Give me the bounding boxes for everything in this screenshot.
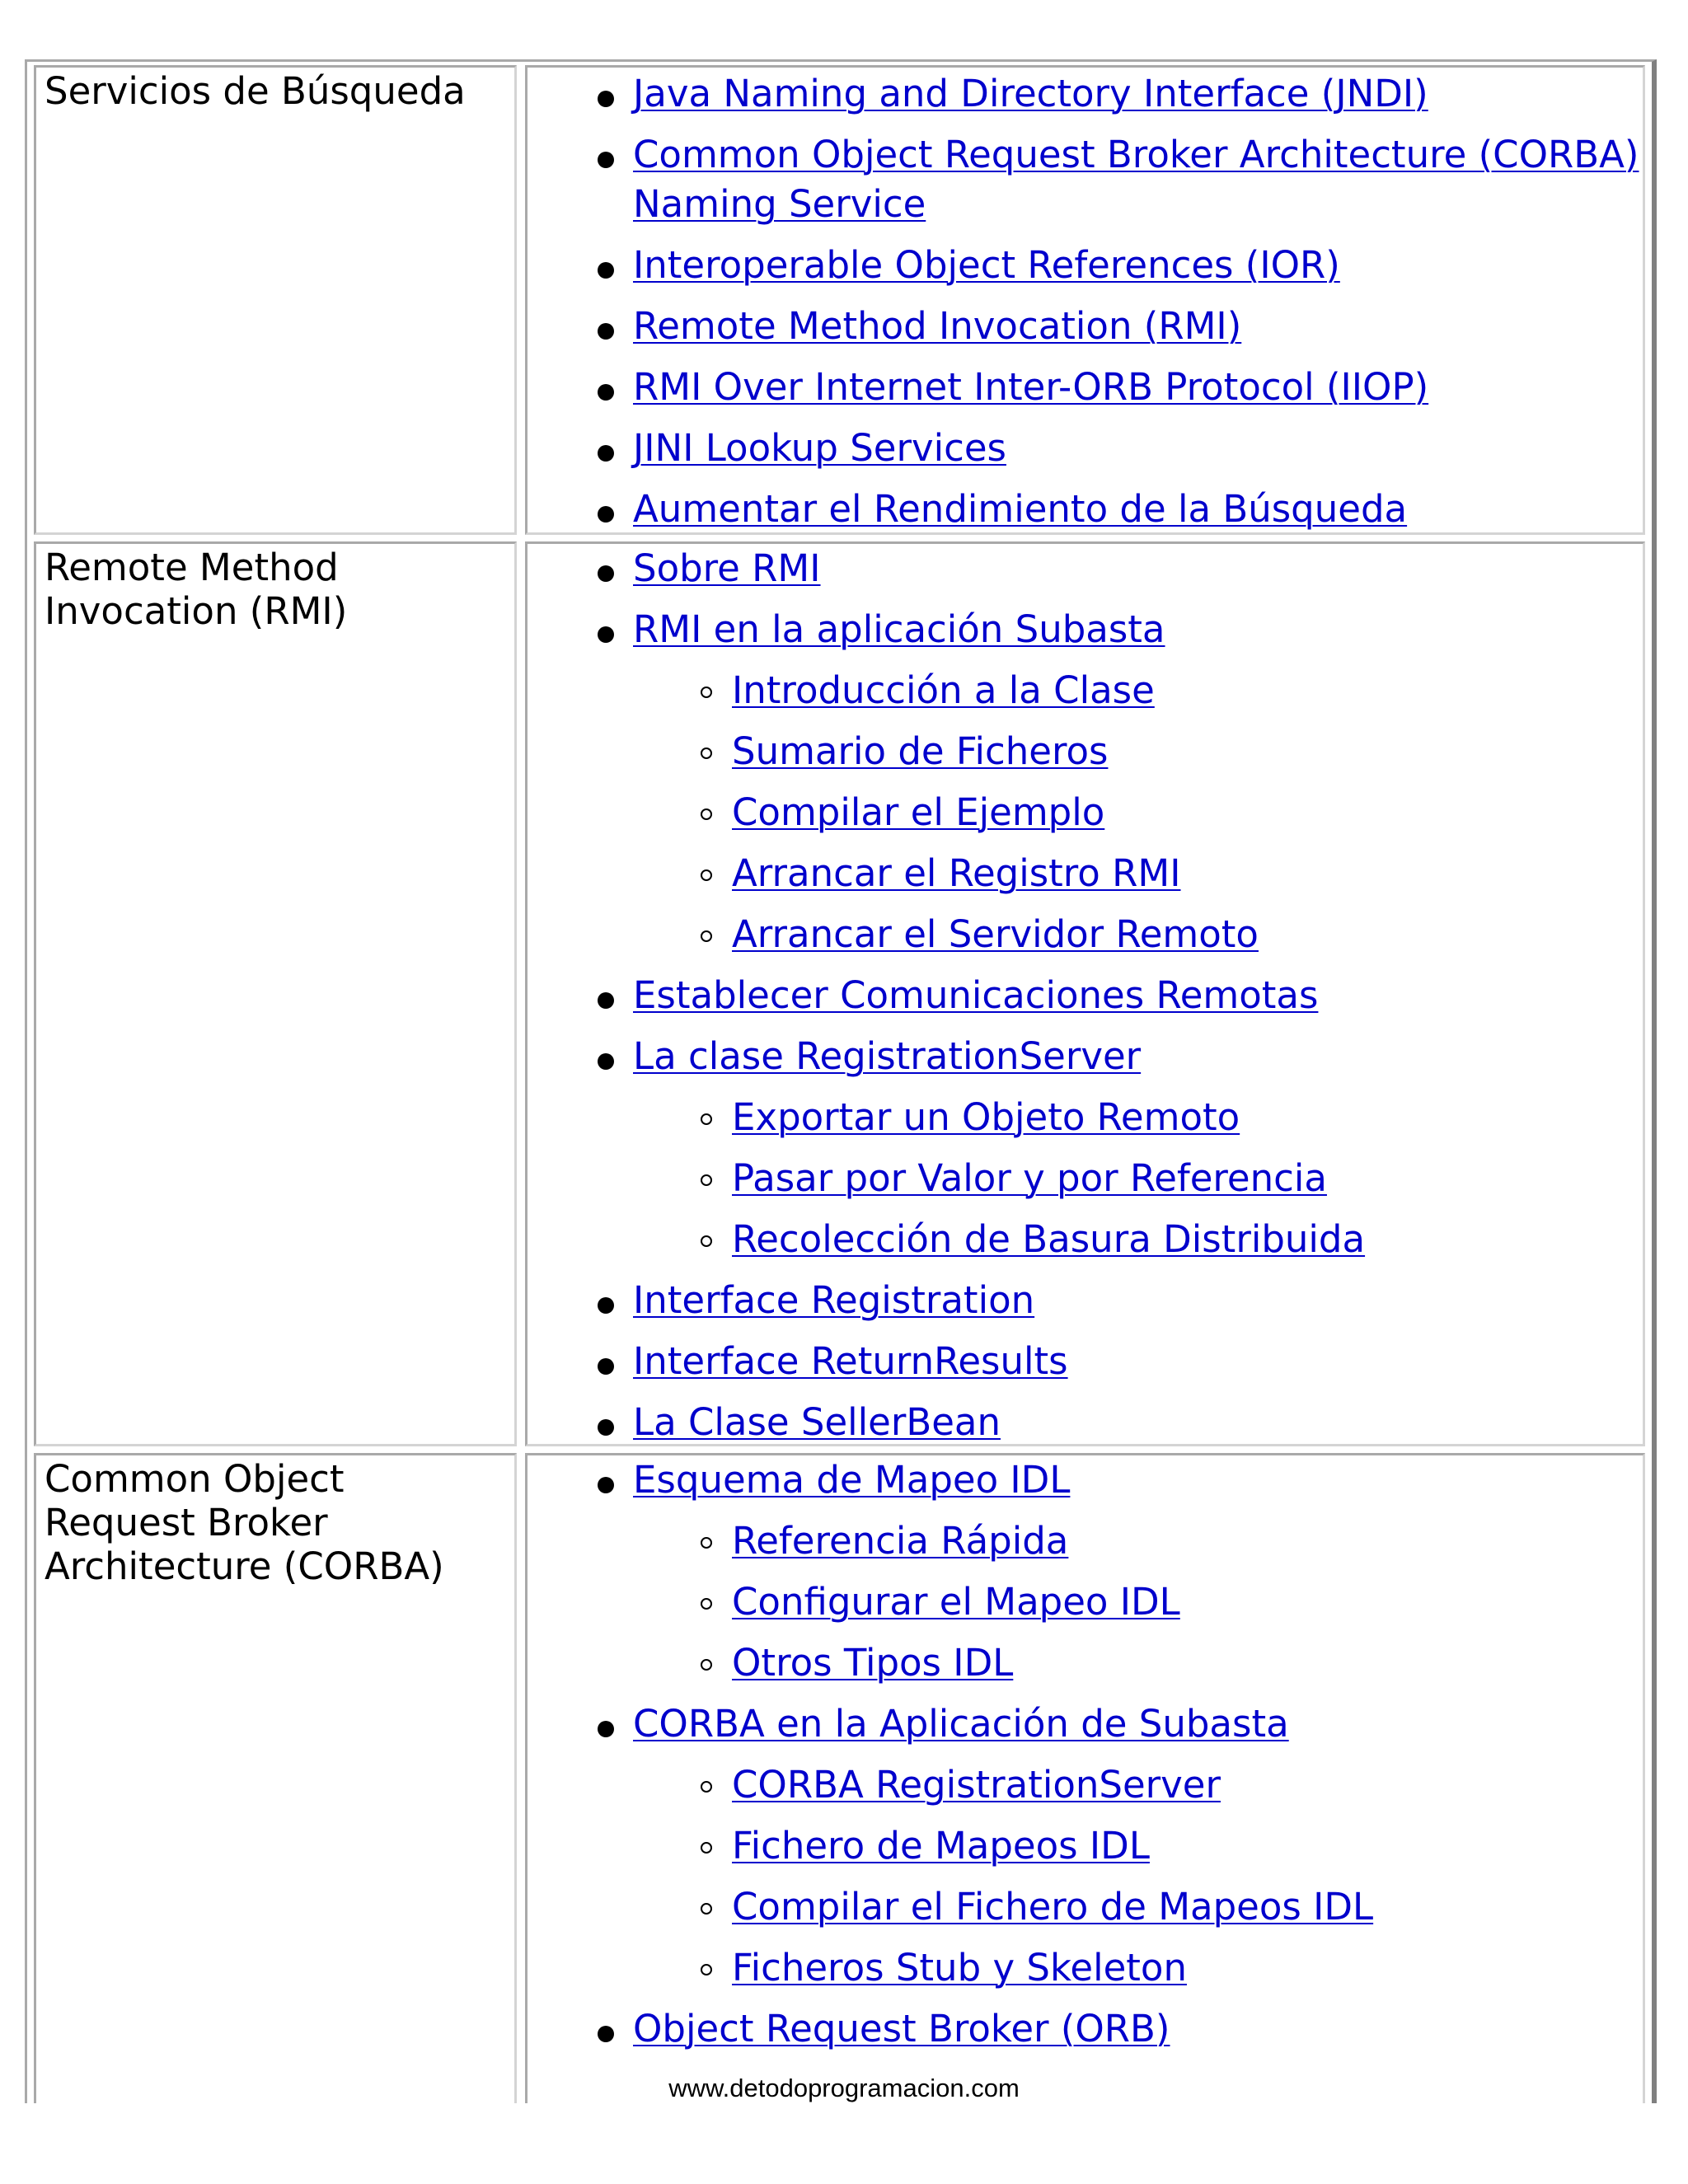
toc-sublink[interactable]: Ficheros Stub y Skeleton [732,1946,1187,1990]
table-row [27,1450,1652,2103]
section-links-cell [525,65,1645,535]
sub-link-list [633,1760,1643,1993]
list-item [528,130,1643,229]
list-item [528,1337,1643,1386]
toc-sublink[interactable]: Recolección de Basura Distribuida [732,1217,1366,1261]
toc-link[interactable]: Aumentar el Rendimiento de la Búsqueda [633,487,1408,531]
section-links-cell [525,1453,1645,2103]
section-title-cell [34,541,517,1446]
toc-sublink[interactable]: CORBA RegistrationServer [732,1763,1221,1807]
list-item [528,1455,1643,1688]
sub-list-item [633,910,1643,959]
toc-link[interactable]: La Clase SellerBean [633,1400,1001,1444]
sub-link-list [633,1093,1643,1264]
toc-link[interactable]: Establecer Comunicaciones Remotas [633,973,1319,1017]
sub-list-item [633,788,1643,837]
toc-link[interactable]: La clase RegistrationServer [633,1034,1142,1078]
list-item [528,1699,1643,1993]
link-list [528,69,1643,546]
toc-sublink[interactable]: Configurar el Mapeo IDL [732,1580,1180,1624]
footer-url: www.detodoprogramacion.com [668,2074,1020,2102]
toc-link[interactable]: Sobre RMI [633,546,821,590]
list-item [528,241,1643,290]
list-item [528,1032,1643,1264]
toc-link[interactable]: JINI Lookup Services [633,426,1006,470]
sub-link-list [633,1516,1643,1688]
sub-link-list [633,666,1643,959]
sub-list-item [633,1577,1643,1627]
toc-link[interactable]: Interoperable Object References (IOR) [633,243,1340,287]
toc-link[interactable]: RMI Over Internet Inter-ORB Protocol (IIOP) [633,365,1429,409]
section-title-cell [34,65,517,535]
section-title: Remote Method Invocation (RMI) [45,546,348,633]
sub-list-item [633,1638,1643,1688]
list-item [528,605,1643,959]
sub-list-item [633,1516,1643,1566]
sub-list-item [633,849,1643,898]
table-row [27,62,1652,538]
sub-list-item [633,1882,1643,1932]
toc-link[interactable]: Object Request Broker (ORB) [633,2007,1170,2050]
section-links-cell [525,541,1645,1446]
link-list [528,1455,1643,2065]
toc-link[interactable]: Common Object Request Broker Architecture (CORBA) Naming Service [633,133,1639,226]
list-item [528,69,1643,119]
link-list [528,544,1643,1459]
toc-link[interactable]: Interface ReturnResults [633,1339,1068,1383]
list-item [528,1398,1643,1447]
toc-link[interactable]: Remote Method Invocation (RMI) [633,304,1242,348]
toc-sublink[interactable]: Compilar el Fichero de Mapeos IDL [732,1885,1374,1929]
toc-link[interactable]: Java Naming and Directory Interface (JNDI) [633,72,1428,115]
sub-list-item [633,1154,1643,1203]
toc-sublink[interactable]: Sumario de Ficheros [732,729,1109,773]
toc-sublink[interactable]: Fichero de Mapeos IDL [732,1824,1150,1868]
toc-link[interactable]: Interface Registration [633,1278,1035,1322]
sub-list-item [633,1760,1643,1810]
toc-link[interactable]: CORBA en la Aplicación de Subasta [633,1702,1289,1746]
list-item [528,544,1643,593]
toc-sublink[interactable]: Exportar un Objeto Remoto [732,1095,1240,1139]
list-item [528,1276,1643,1325]
sub-list-item [633,1093,1643,1142]
toc-link[interactable]: RMI en la aplicación Subasta [633,607,1165,651]
sub-list-item [633,1215,1643,1264]
toc-sublink[interactable]: Introducción a la Clase [732,668,1155,712]
section-title: Servicios de Búsqueda [45,69,466,113]
toc-sublink[interactable]: Pasar por Valor y por Referencia [732,1156,1327,1200]
section-title: Common Object Request Broker Architecture (CORBA) [45,1457,444,1588]
toc-table [25,59,1657,2103]
toc-sublink[interactable]: Referencia Rápida [732,1519,1069,1563]
toc-sublink[interactable]: Arrancar el Servidor Remoto [732,912,1259,956]
sub-list-item [633,727,1643,776]
toc-link[interactable]: Esquema de Mapeo IDL [633,1458,1071,1502]
list-item [528,971,1643,1020]
list-item [528,302,1643,351]
list-item [528,485,1643,534]
toc-sublink[interactable]: Arrancar el Registro RMI [732,851,1181,895]
list-item [528,2004,1643,2054]
section-title-cell [34,1453,517,2103]
sub-list-item [633,1943,1643,1993]
sub-list-item [633,666,1643,715]
list-item [528,424,1643,473]
table-row [27,538,1652,1450]
list-item [528,363,1643,412]
sub-list-item [633,1821,1643,1871]
toc-sublink[interactable]: Compilar el Ejemplo [732,790,1105,834]
toc-sublink[interactable]: Otros Tipos IDL [732,1641,1014,1685]
